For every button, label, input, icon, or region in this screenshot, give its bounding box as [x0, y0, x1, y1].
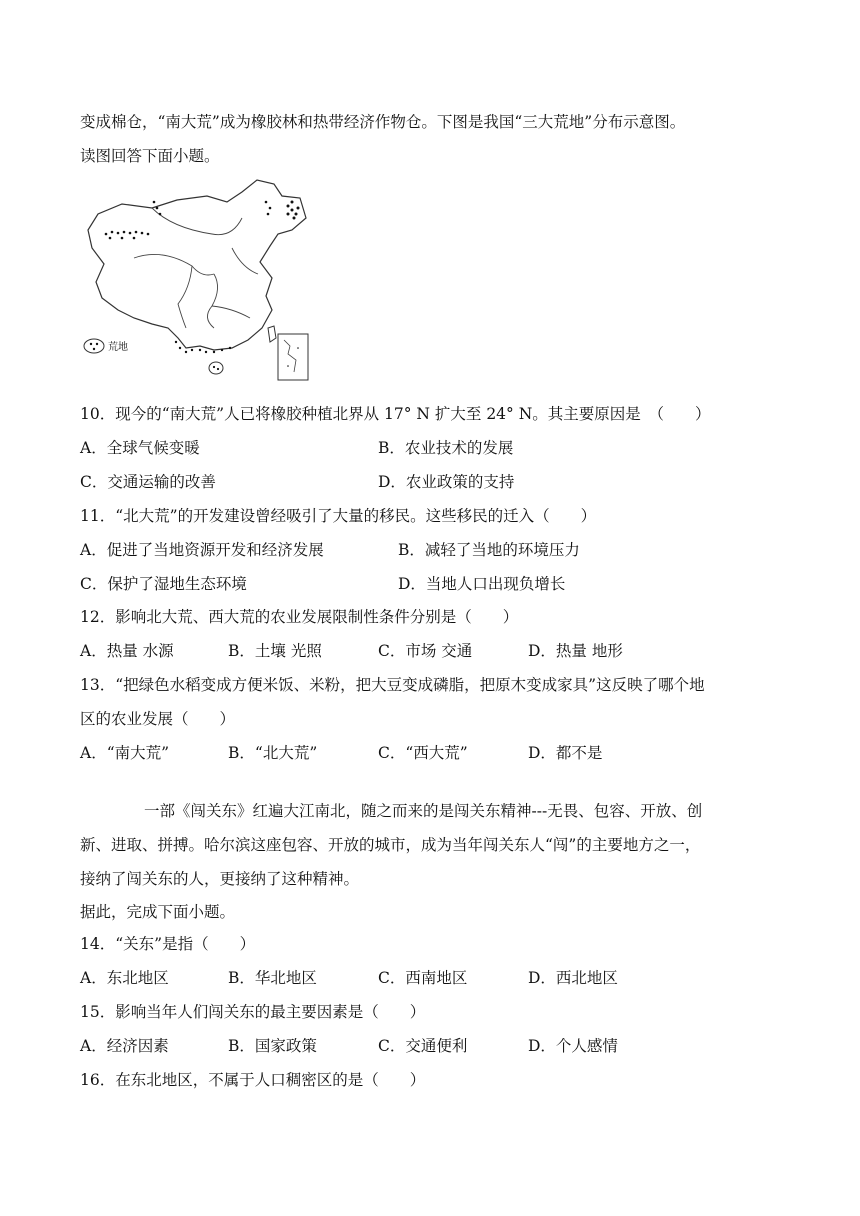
- question-12-option-b[interactable]: B．土壤 光照: [228, 642, 322, 660]
- question-12-stem: 12．影响北大荒、西大荒的农业发展限制性条件分别是（ ）: [80, 608, 519, 626]
- passage-line-3: 接纳了闯关东的人，更接纳了这种精神。: [80, 870, 360, 888]
- question-12-option-c[interactable]: C．市场 交通: [378, 642, 473, 660]
- map-legend: [84, 339, 128, 353]
- question-13-stem-line-1: 13．“把绿色水稻变成方便米饭、米粉，把大豆变成磷脂，把原木变成家具”这反映了哪个地: [80, 676, 705, 694]
- question-15-option-c[interactable]: C．交通便利: [378, 1037, 468, 1055]
- south-china-sea-inset: [278, 334, 308, 380]
- question-10-option-d[interactable]: D．农业政策的支持: [378, 473, 515, 491]
- question-14-option-d[interactable]: D．西北地区: [528, 969, 618, 987]
- question-15-stem: 15．影响当年人们闯关东的最主要因素是（ ）: [80, 1003, 426, 1021]
- question-10-stem: 10．现今的“南大荒”人已将橡胶种植北界从 17° N 扩大至 24° N。其主要原因是 （ ）: [80, 405, 711, 423]
- question-11-option-c[interactable]: C．保护了湿地生态环境: [80, 575, 247, 593]
- north-wasteland-dots: [265, 201, 300, 220]
- question-10-option-a[interactable]: A．全球气候变暖: [80, 439, 200, 457]
- intro-line-1: 变成棉仓，“南大荒”成为橡胶林和热带经济作物仓。下图是我国“三大荒地”分布示意图。: [80, 113, 686, 131]
- passage-line-4: 据此，完成下面小题。: [80, 903, 236, 921]
- intro-line-2: 读图回答下面小题。: [80, 147, 220, 165]
- china-outline: [88, 180, 306, 350]
- question-14-option-a[interactable]: A．东北地区: [80, 969, 169, 987]
- legend-label: 荒地: [108, 342, 128, 353]
- question-14-option-c[interactable]: C．西南地区: [378, 969, 468, 987]
- passage-line-2: 新、进取、拼搏。哈尔滨这座包容、开放的城市，成为当年闯关东人“闯”的主要地方之一，: [80, 836, 701, 854]
- question-13-option-d[interactable]: D．都不是: [528, 744, 603, 762]
- question-10-option-b[interactable]: B．农业技术的发展: [378, 439, 514, 457]
- question-11-stem: 11．“北大荒”的开发建设曾经吸引了大量的移民。这些移民的迁入（ ）: [80, 507, 597, 525]
- question-13-option-a[interactable]: A．“南大荒”: [80, 744, 170, 762]
- question-12-option-a[interactable]: A．热量 水源: [80, 642, 174, 660]
- question-13-option-c[interactable]: C．“西大荒”: [378, 744, 468, 762]
- west-wasteland-dots: [105, 201, 162, 240]
- question-16-stem: 16．在东北地区，不属于人口稠密区的是（ ）: [80, 1071, 426, 1089]
- question-14-stem: 14．“关东”是指（ ）: [80, 935, 256, 953]
- question-15-option-d[interactable]: D．个人感情: [528, 1037, 618, 1055]
- question-10-option-c[interactable]: C．交通运输的改善: [80, 473, 216, 491]
- question-13-stem-line-2: 区的农业发展（ ）: [80, 710, 236, 728]
- wasteland-map-figure: [82, 178, 314, 384]
- question-11-option-d[interactable]: D．当地人口出现负增长: [398, 575, 566, 593]
- question-14-option-b[interactable]: B．华北地区: [228, 969, 317, 987]
- passage-line-1: 一部《闯关东》红遍大江南北，随之而来的是闯关东精神---无畏、包容、开放、创: [144, 802, 703, 820]
- question-11-option-a[interactable]: A．促进了当地资源开发和经济发展: [80, 541, 324, 559]
- question-13-option-b[interactable]: B．“北大荒”: [228, 744, 318, 762]
- question-12-option-d[interactable]: D．热量 地形: [528, 642, 623, 660]
- question-15-option-b[interactable]: B．国家政策: [228, 1037, 317, 1055]
- question-11-option-b[interactable]: B．减轻了当地的环境压力: [398, 541, 580, 559]
- question-15-option-a[interactable]: A．经济因素: [80, 1037, 169, 1055]
